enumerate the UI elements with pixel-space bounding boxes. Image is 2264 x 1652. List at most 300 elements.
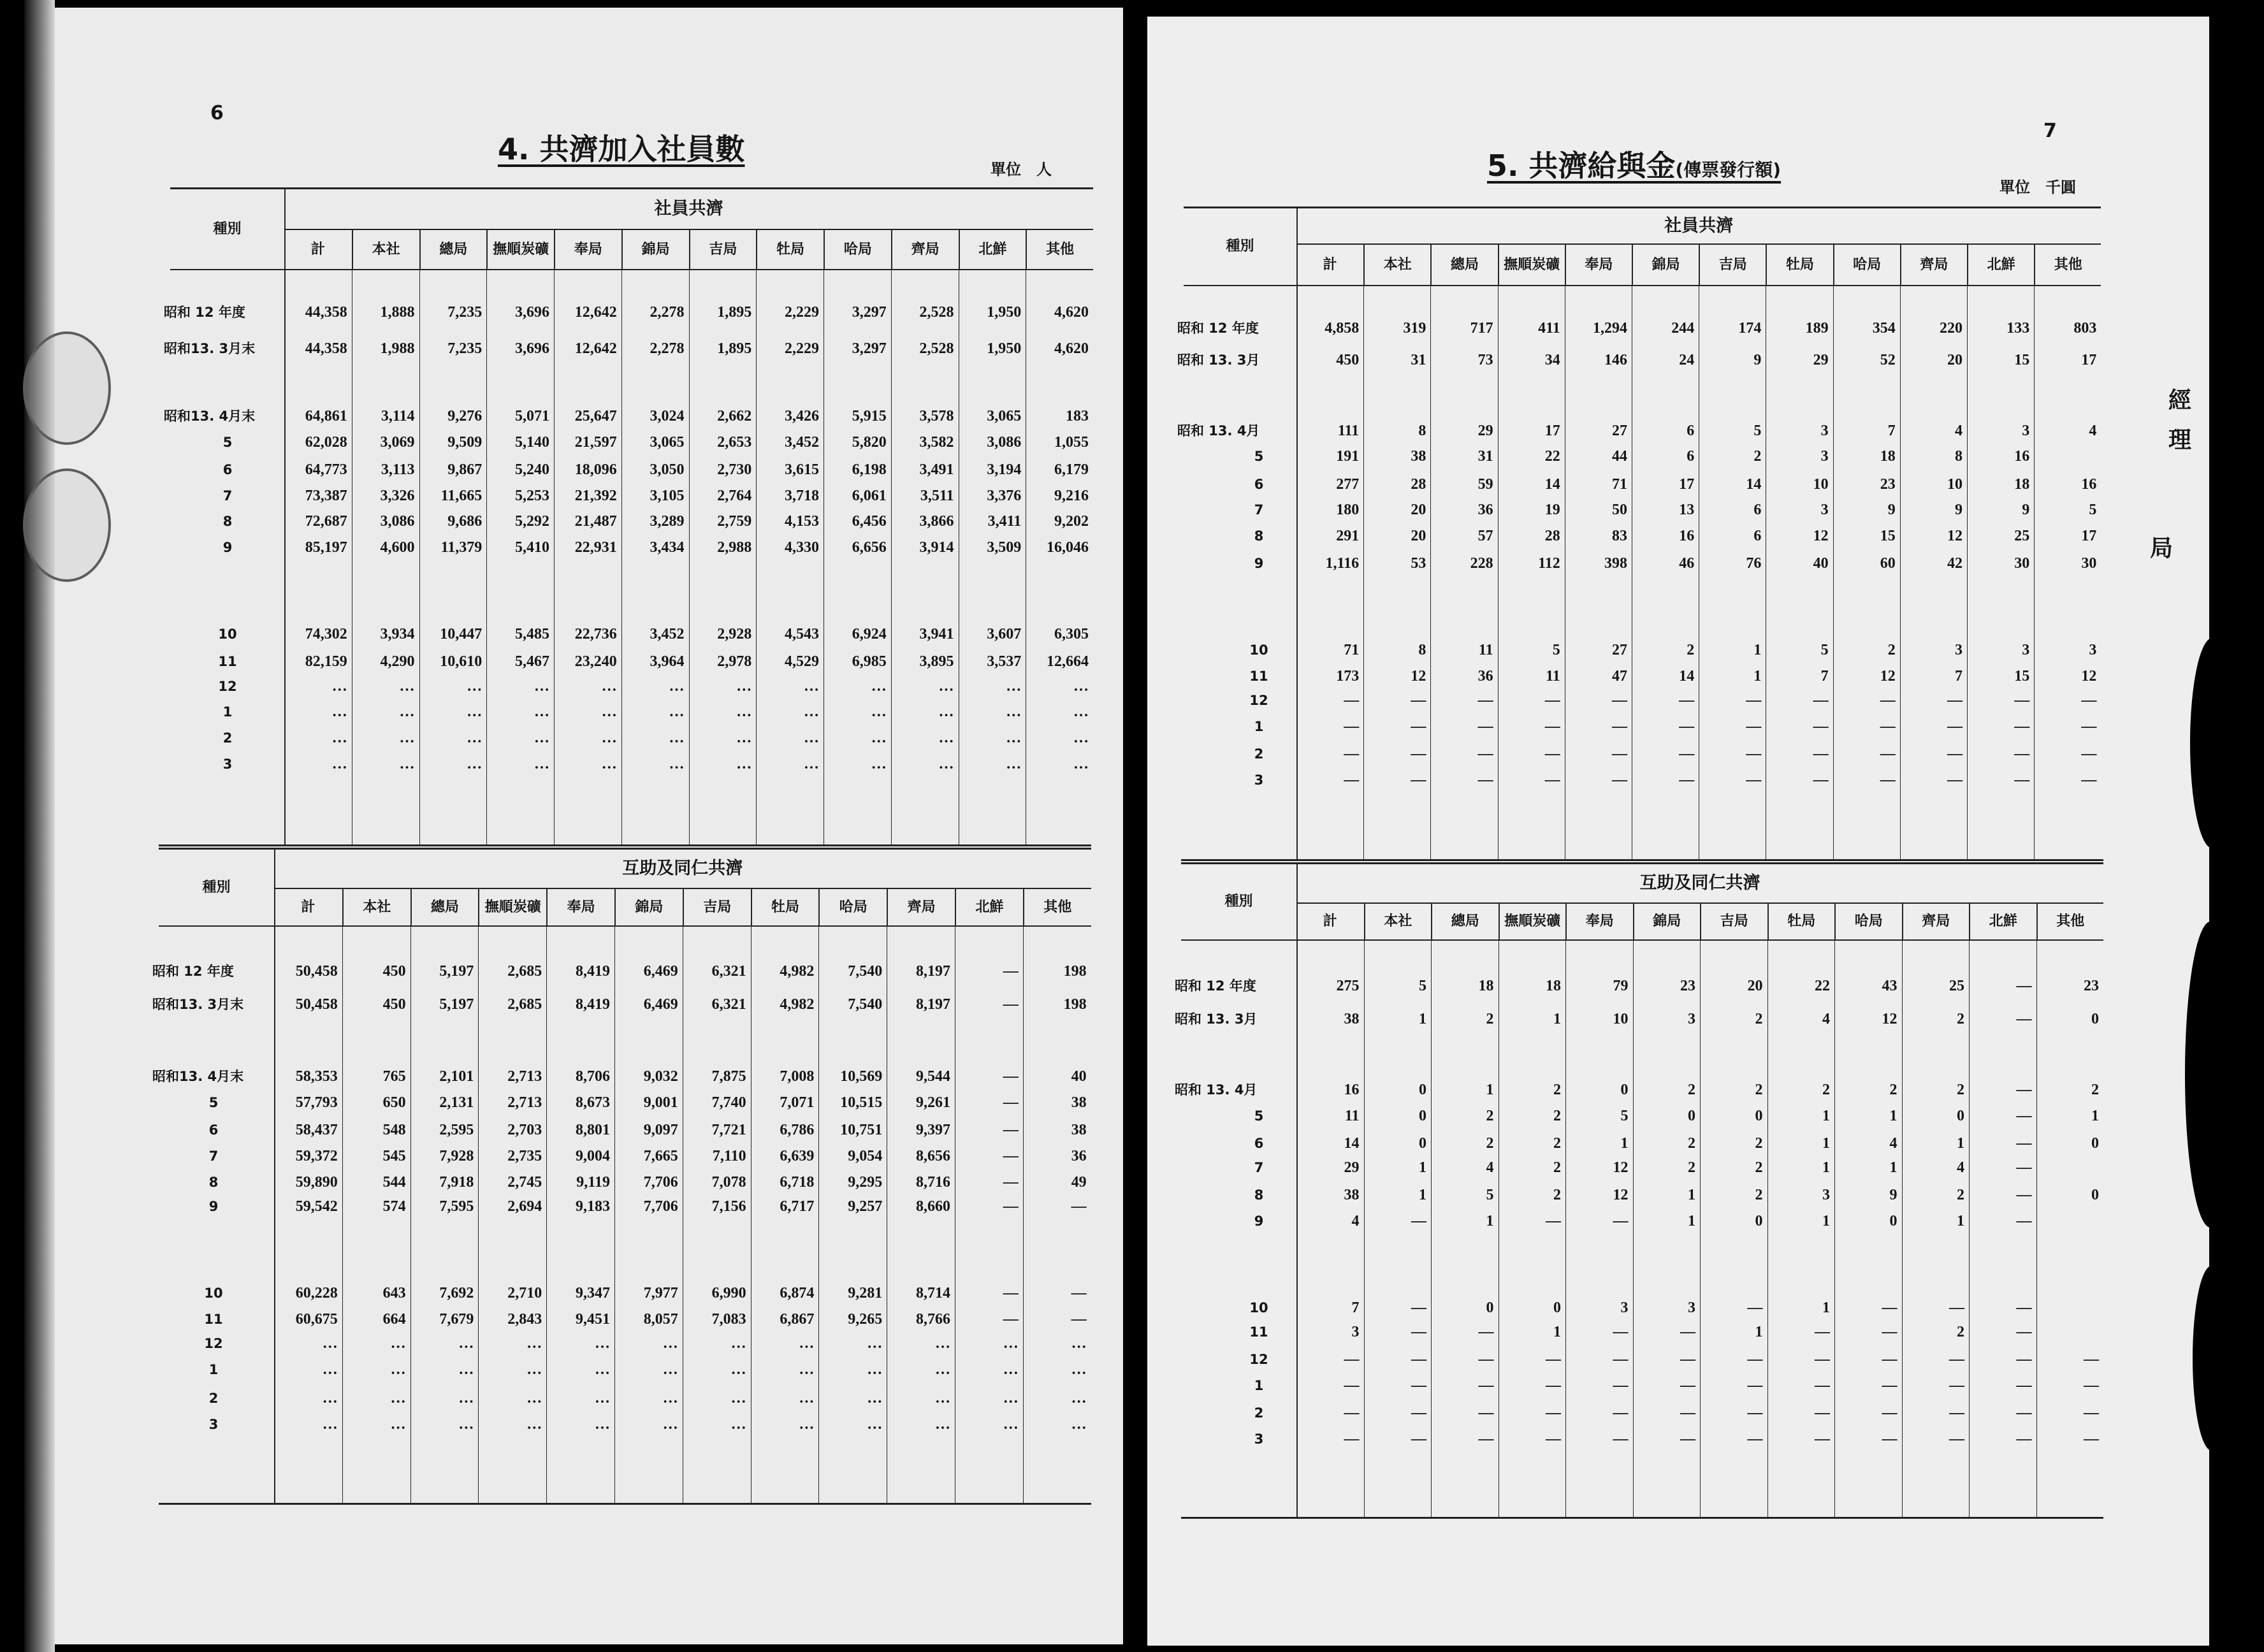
table-cell: 5,197 — [439, 996, 474, 1013]
table-cell: 220 — [1939, 320, 1963, 337]
table-cell: — — [1679, 772, 1695, 788]
table-row — [159, 1333, 1091, 1354]
table-cell: 36 — [1477, 502, 1493, 518]
table-cell: — — [2016, 1405, 2032, 1421]
table-cell: — — [2016, 1351, 2032, 1368]
table-cell: 3,065 — [649, 434, 685, 451]
table-cell: 6,198 — [852, 461, 887, 478]
table-cell: 6,867 — [780, 1311, 815, 1328]
row-label: 昭和 13. 3月 — [1175, 1011, 1258, 1027]
table-cell: 72,687 — [305, 513, 347, 530]
row-label: 3 — [1254, 772, 1264, 788]
header-rule — [170, 269, 1093, 270]
table-cell: 10 — [1813, 476, 1829, 493]
table-cell: — — [1949, 1405, 1964, 1421]
table-cell: 3,297 — [852, 340, 887, 357]
row-label: 6 — [1254, 477, 1264, 492]
table-cell: … — [594, 1416, 610, 1433]
table-cell: 1,950 — [987, 340, 1022, 357]
table-cell: 3 — [1820, 502, 1829, 518]
table-cell: 1 — [1957, 1135, 1964, 1152]
table-cell: 30 — [2014, 555, 2030, 572]
table-cell: 5 — [1620, 1108, 1629, 1124]
column-header: 齊局 — [887, 889, 955, 925]
table-cell: … — [458, 1335, 474, 1352]
unit-label: 單位 人 — [991, 161, 1052, 178]
table-cell: 4,290 — [380, 653, 415, 670]
table-cell: 189 — [1805, 320, 1829, 337]
table-cell: … — [467, 756, 483, 772]
table-cell: … — [867, 1390, 883, 1407]
row-label: 10 — [218, 627, 237, 642]
table-row — [1181, 1375, 2103, 1396]
table-cell: 7,740 — [711, 1094, 746, 1111]
table-cell: — — [1815, 1405, 1830, 1421]
table-cell: … — [804, 678, 819, 695]
table-cell: 15 — [2014, 352, 2030, 368]
table-cell: — — [1680, 1405, 1695, 1421]
table-cell: … — [871, 756, 887, 772]
table-cell: … — [730, 1416, 746, 1433]
table-cell: 7,928 — [439, 1148, 474, 1164]
table-cell: 2 — [1486, 1135, 1494, 1152]
table-cell: 1,895 — [717, 304, 752, 321]
table-cell: 7,071 — [780, 1094, 815, 1111]
table-cell: — — [1880, 746, 1896, 762]
table-cell: — — [2014, 746, 2030, 762]
table-cell: 25 — [1949, 978, 1964, 994]
table-cell: 319 — [1403, 320, 1426, 337]
table-row — [1184, 474, 2101, 495]
table-cell: 9,544 — [915, 1068, 950, 1085]
table-cell: 2 — [1957, 1324, 1964, 1340]
table-cell: 9,001 — [643, 1094, 678, 1111]
table-row — [1181, 1185, 2103, 1205]
table-cell: 5,485 — [515, 626, 549, 642]
row-label: 昭和 12 年度 — [152, 964, 234, 979]
table-row — [1184, 526, 2101, 546]
table-cell: 3,024 — [649, 408, 685, 424]
table-cell: 10,515 — [840, 1094, 883, 1111]
table-cell: 2,713 — [507, 1068, 542, 1085]
table-cell: … — [871, 678, 887, 695]
table-cell: 74,302 — [305, 626, 347, 642]
column-header: 本社 — [1363, 245, 1430, 285]
table-cell: 3,718 — [785, 488, 819, 504]
table-cell: — — [1613, 1377, 1629, 1394]
table-cell: 2,928 — [717, 626, 752, 642]
table-cell: 198 — [1063, 996, 1087, 1013]
table-cell: — — [1613, 1431, 1629, 1447]
table-cell: 21,597 — [574, 434, 617, 451]
table-cell: 10 — [1613, 1011, 1629, 1027]
table-cell: 5,467 — [515, 653, 549, 670]
column-header: 北鮮 — [1967, 245, 2034, 285]
table-cell: — — [1411, 1300, 1426, 1316]
table-cell: 9,032 — [643, 1068, 678, 1085]
table-cell: 4 — [2089, 423, 2097, 439]
table-row — [1177, 350, 2101, 370]
table-cell: 5 — [1419, 978, 1426, 994]
table-row — [159, 1172, 1091, 1192]
row-label: 7 — [1254, 502, 1264, 518]
table-cell: 9 — [1889, 1187, 1898, 1203]
table-cell: 60 — [1880, 555, 1896, 572]
table-cell: 12,642 — [574, 304, 617, 321]
table-cell: 12 — [1947, 528, 1963, 544]
row-label: 3 — [1254, 1431, 1264, 1447]
table-cell: 83 — [1611, 528, 1627, 544]
table-cell: — — [1344, 1377, 1360, 1394]
table-row — [170, 754, 1093, 774]
table-cell: — — [1613, 1324, 1629, 1340]
table-cell: 2,759 — [717, 513, 752, 530]
table-cell: 6,469 — [643, 996, 678, 1013]
table-cell: 38 — [1344, 1187, 1360, 1203]
table-cell: 14 — [1679, 668, 1695, 685]
row-label: 昭和 12 年度 — [1175, 978, 1256, 994]
table-cell: 8 — [1954, 448, 1963, 465]
column-header: 計 — [301, 899, 316, 915]
table-cell: … — [736, 756, 752, 772]
group-header: 互助及同仁共濟 — [1296, 864, 2103, 904]
table-cell: … — [399, 704, 415, 720]
table-cell: 4,543 — [785, 626, 819, 642]
table-cell: — — [1880, 692, 1896, 709]
table-cell — [2036, 1298, 2100, 1318]
table-cell: 1,888 — [380, 304, 415, 321]
table-row — [152, 961, 1091, 982]
table-cell: 8 — [1418, 423, 1426, 439]
table-cell: 3,114 — [381, 408, 415, 424]
row-label: 12 — [1249, 1352, 1268, 1367]
table-cell: 1,988 — [380, 340, 415, 357]
row-label: 昭和 13. 4月 — [1175, 1082, 1258, 1098]
table-cell: 1,116 — [1325, 555, 1360, 572]
table-cell: — — [1815, 1324, 1830, 1340]
table-cell: 13 — [1679, 502, 1695, 518]
table-cell: 7,083 — [711, 1311, 746, 1328]
table-cell: … — [662, 1361, 678, 1378]
table-cell: 3 — [1620, 1300, 1629, 1316]
table-cell: 7,692 — [439, 1285, 474, 1301]
table-cell: — — [1477, 746, 1493, 762]
column-header: 北鮮 — [1969, 904, 2036, 939]
table-cell: … — [867, 1361, 883, 1378]
table-cell: 23 — [2084, 978, 2099, 994]
table-cell: 8,057 — [643, 1311, 678, 1328]
table-cell: 36 — [1477, 668, 1493, 685]
table-cell: 3,491 — [919, 461, 954, 478]
table-cell: — — [1746, 746, 1762, 762]
table-cell: 20 — [1747, 978, 1763, 994]
table-cell: — — [1949, 1431, 1964, 1447]
row-label: 12 — [204, 1336, 223, 1351]
table-cell: — — [2081, 772, 2097, 788]
table-cell: 544 — [382, 1174, 406, 1191]
table-cell: … — [871, 704, 887, 720]
table-cell: 4 — [1957, 1159, 1964, 1176]
row-label: 5 — [222, 435, 233, 450]
table-cell: 2 — [1688, 1082, 1695, 1098]
column-header: 牡局 — [756, 230, 824, 269]
scan-edge-shadow — [2193, 1266, 2209, 1451]
table-row — [159, 1414, 1091, 1435]
table-cell: — — [1478, 1377, 1494, 1394]
table-cell: 0 — [1620, 1082, 1629, 1098]
table-cell: 59,890 — [295, 1174, 338, 1191]
table-row — [1175, 1080, 2103, 1100]
table-cell: 64,861 — [305, 408, 347, 424]
table-cell: — — [2084, 1405, 2099, 1421]
table-cell: 38 — [1344, 1011, 1360, 1027]
table-row — [1181, 1349, 2103, 1370]
table-cell: 4,982 — [780, 963, 815, 980]
table-cell: — — [1882, 1324, 1898, 1340]
table-row — [159, 1120, 1091, 1140]
row-label: 10 — [1249, 642, 1268, 658]
table-cell: 1,895 — [717, 340, 752, 357]
row-label: 9 — [1254, 556, 1264, 571]
row-header-label: 種別 — [1224, 894, 1253, 909]
table-cell: … — [804, 756, 819, 772]
table-cell: — — [2016, 1377, 2032, 1394]
table-cell: 1 — [1688, 1213, 1695, 1229]
table-cell: 1 — [1553, 1011, 1561, 1027]
row-label: 昭和13. 4月末 — [152, 1069, 244, 1084]
table-cell: 9,867 — [447, 461, 483, 478]
table-cell: 5,820 — [852, 434, 887, 451]
table-cell: 1,055 — [1054, 434, 1089, 451]
table-cell: 2,745 — [507, 1174, 542, 1191]
table-cell: … — [1003, 1416, 1019, 1433]
table-cell: … — [322, 1335, 338, 1352]
table-cell: … — [1071, 1335, 1087, 1352]
table-cell: … — [1073, 704, 1089, 720]
table-cell: … — [669, 704, 685, 720]
table-cell: — — [1679, 718, 1695, 735]
table-cell: 47 — [1611, 668, 1627, 685]
table-cell: 4,529 — [785, 653, 819, 670]
table-cell: 6,321 — [711, 963, 746, 980]
table-cell: — — [1611, 718, 1627, 735]
table-cell: — — [1546, 1431, 1561, 1447]
table-cell: … — [736, 730, 752, 746]
column-header: 北鮮 — [955, 889, 1023, 925]
column-header: 哈局 — [818, 889, 887, 925]
table-cell: 8,673 — [575, 1094, 610, 1111]
table-cell: — — [2084, 1431, 2099, 1447]
table-cell: — — [1411, 746, 1426, 762]
table-cell: … — [399, 678, 415, 695]
row-label: 2 — [1254, 1405, 1264, 1421]
table-row — [1184, 770, 2101, 790]
table-cell: 11 — [1344, 1108, 1360, 1124]
column-header: 齊局 — [1900, 245, 1967, 285]
member-count-table — [164, 187, 1093, 846]
table-cell: … — [322, 1390, 338, 1407]
column-header: 其他 — [1023, 889, 1091, 925]
table-cell: — — [1544, 772, 1560, 788]
table-cell: 2 — [1957, 1082, 1964, 1098]
table-cell: 6 — [1753, 502, 1762, 518]
table-cell: 2,528 — [919, 304, 954, 321]
table-cell: — — [2016, 1187, 2032, 1203]
table-cell: 8,716 — [915, 1174, 950, 1191]
table-cell: 44 — [1611, 448, 1627, 465]
table-cell: 3 — [2022, 642, 2030, 658]
table-cell: 85,197 — [305, 539, 347, 556]
table-cell: 2,694 — [507, 1198, 542, 1215]
table-cell: … — [1003, 1361, 1019, 1378]
table-cell: 22,736 — [574, 626, 617, 642]
table-cell: 7,156 — [711, 1198, 746, 1215]
table-cell: — — [1003, 1148, 1019, 1164]
row-label: 昭和13. 3月末 — [164, 341, 256, 356]
table-cell: … — [669, 756, 685, 772]
table-cell: … — [669, 730, 685, 746]
table-cell: 3,866 — [919, 513, 954, 530]
table-cell: 9,119 — [576, 1174, 610, 1191]
table-cell: … — [934, 1361, 950, 1378]
table-cell: 40 — [1813, 555, 1829, 572]
table-cell: … — [730, 1335, 746, 1352]
table-cell: … — [804, 704, 819, 720]
margin-text: 經 — [2168, 388, 2192, 414]
table-cell: 7,540 — [848, 963, 883, 980]
table-cell: 50,458 — [295, 963, 338, 980]
column-header: 哈局 — [824, 230, 891, 269]
column-header: 其他 — [2036, 904, 2104, 939]
table-cell: 4 — [1486, 1159, 1494, 1176]
table-cell: 2 — [1753, 448, 1762, 465]
table-cell: 0 — [2091, 1011, 2099, 1027]
table-row — [1177, 318, 2101, 338]
table-cell: 12,664 — [1047, 653, 1089, 670]
table-cell: 12 — [1613, 1159, 1629, 1176]
table-cell: — — [1478, 1431, 1494, 1447]
table-cell: 7,008 — [780, 1068, 815, 1085]
table-cell: — — [1344, 1405, 1360, 1421]
table-cell: … — [526, 1416, 542, 1433]
table-cell: … — [458, 1416, 474, 1433]
table-cell: 1 — [1889, 1108, 1898, 1124]
table-cell: 228 — [1470, 555, 1493, 572]
table-cell: 4 — [1822, 1011, 1830, 1027]
row-label: 9 — [1254, 1214, 1264, 1229]
table-cell: 6,456 — [852, 513, 887, 530]
table-cell — [2034, 446, 2096, 467]
table-cell: 2,229 — [785, 304, 819, 321]
table-cell: 6 — [1687, 423, 1695, 439]
table-cell: 59,542 — [295, 1198, 338, 1215]
table-cell: — — [1747, 1377, 1763, 1394]
unit-label: 單位 千圓 — [1999, 178, 2076, 196]
table-cell: 3,050 — [649, 461, 685, 478]
table-cell: 2,988 — [717, 539, 752, 556]
table-cell: 411 — [1538, 320, 1560, 337]
table-row — [1181, 1157, 2103, 1178]
table-cell: 1 — [1553, 1324, 1561, 1340]
table-cell: … — [799, 1361, 815, 1378]
table-cell: 9 — [1753, 352, 1762, 368]
table-cell: … — [934, 1416, 950, 1433]
table-cell: … — [662, 1416, 678, 1433]
table-cell: 3,086 — [987, 434, 1022, 451]
table-cell: 2 — [1687, 642, 1695, 658]
row-label: 1 — [1254, 719, 1264, 734]
table-row — [1184, 446, 2101, 467]
table-cell: — — [1746, 718, 1762, 735]
column-header: 總局 — [1430, 245, 1497, 285]
table-row — [159, 1359, 1091, 1380]
table-cell: 2,730 — [717, 461, 752, 478]
table-cell: — — [1880, 772, 1896, 788]
table-cell: 8,706 — [575, 1068, 610, 1085]
table-cell: 7,665 — [643, 1148, 678, 1164]
table-cell: 17 — [1544, 423, 1560, 439]
table-cell: 9,054 — [848, 1148, 883, 1164]
table-cell: 3,941 — [919, 626, 954, 642]
table-cell: — — [2016, 1108, 2032, 1124]
table-cell: 5 — [2089, 502, 2097, 518]
row-label: 2 — [1254, 746, 1264, 762]
table-cell: — — [2016, 978, 2032, 994]
table-cell: … — [938, 704, 954, 720]
table-cell: 9,451 — [575, 1311, 610, 1328]
table-cell: 25 — [2014, 528, 2030, 544]
table-row — [159, 1196, 1091, 1217]
table-cell: — — [1747, 1351, 1763, 1368]
table-cell: 38 — [1071, 1094, 1087, 1111]
table-cell: 59 — [1477, 476, 1493, 493]
table-cell: … — [799, 1335, 815, 1352]
row-label: 昭和13. 4月末 — [164, 409, 256, 424]
table-cell: 10,447 — [440, 626, 483, 642]
table-cell: 9,295 — [848, 1174, 883, 1191]
table-cell: — — [2016, 1300, 2032, 1316]
table-cell: … — [601, 730, 617, 746]
margin-text: 理 — [2168, 427, 2192, 453]
table-cell: 650 — [382, 1094, 406, 1111]
table-cell: 7,875 — [711, 1068, 746, 1085]
table-cell: 34 — [1544, 352, 1560, 368]
table-cell: 60,228 — [295, 1285, 338, 1301]
column-header: 奉局 — [554, 230, 621, 269]
row-label: 8 — [222, 514, 233, 529]
table-cell: — — [1611, 772, 1627, 788]
table-cell: — — [1411, 718, 1426, 735]
table-cell: — — [2016, 1213, 2032, 1229]
table-cell: — — [1071, 1311, 1087, 1328]
table-cell: 9,004 — [575, 1148, 610, 1164]
table-cell: 16 — [1344, 1082, 1360, 1098]
table-row — [159, 1092, 1091, 1113]
table-row — [164, 406, 1093, 426]
table-cell: 7,540 — [848, 996, 883, 1013]
table-cell: 5 — [1820, 642, 1829, 658]
row-label: 9 — [222, 540, 233, 555]
table-cell: 2,101 — [439, 1068, 474, 1085]
table-cell: 2,843 — [507, 1311, 542, 1328]
table-cell: 0 — [1755, 1108, 1763, 1124]
group-header: 社員共濟 — [1296, 208, 2101, 245]
table-cell: 7,078 — [711, 1174, 746, 1191]
table-cell: 3 — [1351, 1324, 1360, 1340]
table-cell: 57,793 — [295, 1094, 338, 1111]
table-row — [1181, 1106, 2103, 1126]
table-cell: — — [1344, 718, 1360, 735]
